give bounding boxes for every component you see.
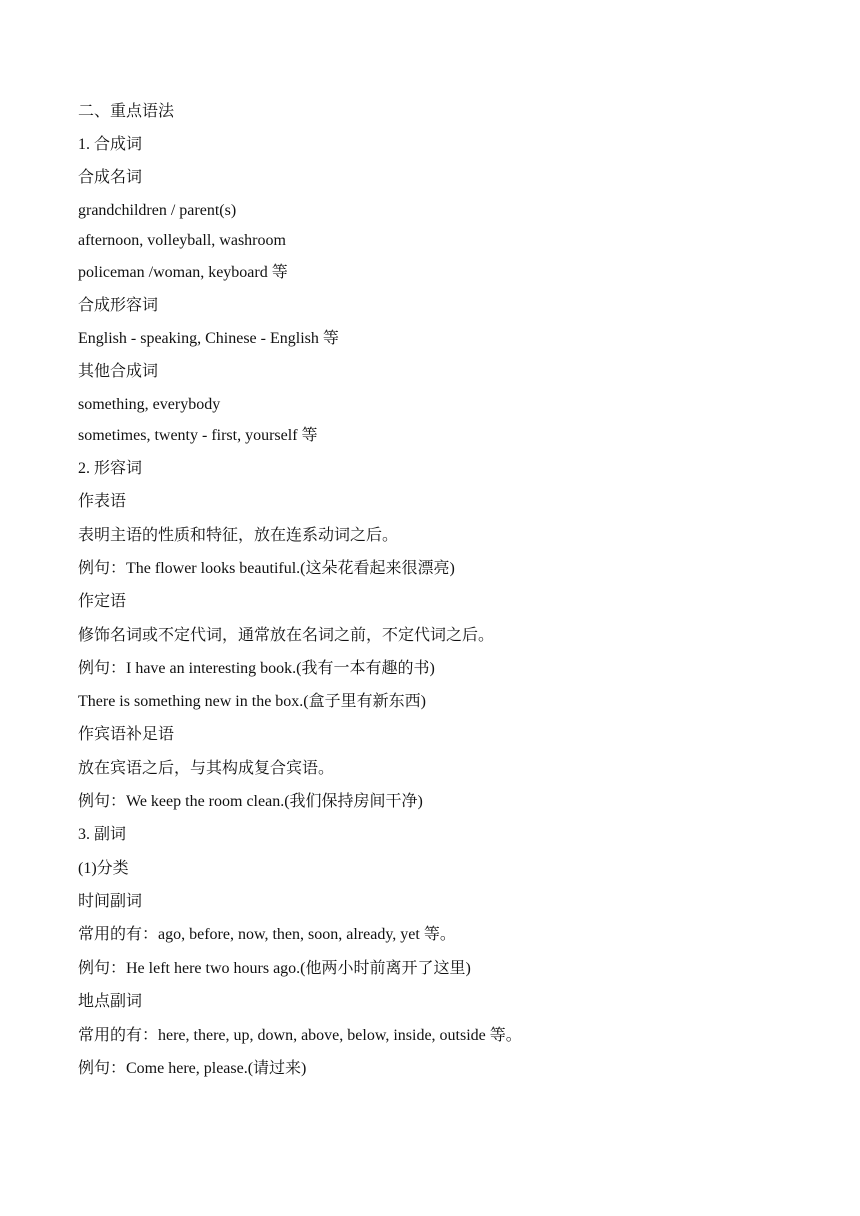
category-heading: 地点副词 xyxy=(78,993,143,1010)
example-line: 例句：The flower looks beautiful.(这朵花看起来很漂亮) xyxy=(78,560,455,577)
category-heading: 其他合成词 xyxy=(78,363,159,380)
category-heading: 作定语 xyxy=(78,593,127,610)
text-line: 修饰名词或不定代词，通常放在名词之前，不定代词之后。 xyxy=(78,627,495,644)
text-line: grandchildren / parent(s) xyxy=(78,202,237,219)
example-line: 例句：We keep the room clean.(我们保持房间干净) xyxy=(78,793,423,810)
category-heading: 合成名词 xyxy=(78,169,143,186)
text-line: sometimes, twenty - first, yourself 等 xyxy=(78,427,318,444)
document-body xyxy=(78,102,798,1079)
text-line: English - speaking, Chinese - English 等 xyxy=(78,330,339,347)
text-line: something, everybody xyxy=(78,396,221,413)
category-heading: 作表语 xyxy=(78,493,127,510)
example-line: There is something new in the box.(盒子里有新东西) xyxy=(78,693,426,710)
example-line: 例句：He left here two hours ago.(他两小时前离开了这里) xyxy=(78,960,471,977)
category-heading: 作宾语补足语 xyxy=(78,726,175,743)
category-heading: (1)分类 xyxy=(78,860,129,877)
text-line: 表明主语的性质和特征，放在连系动词之后。 xyxy=(78,527,399,544)
subsection-heading: 2. 形容词 xyxy=(78,460,143,477)
category-heading: 合成形容词 xyxy=(78,297,159,314)
section-heading: 二、重点语法 xyxy=(78,103,175,120)
text-line: afternoon, volleyball, washroom xyxy=(78,232,286,249)
example-line: 例句：Come here, please.(请过来) xyxy=(78,1060,307,1077)
text-line: 放在宾语之后，与其构成复合宾语。 xyxy=(78,760,335,777)
text-line: 常用的有：ago, before, now, then, soon, already, yet 等。 xyxy=(78,926,456,943)
text-line: 常用的有：here, there, up, down, above, below, inside, outside 等。 xyxy=(78,1027,522,1044)
subsection-heading: 3. 副词 xyxy=(78,826,127,843)
example-line: 例句：I have an interesting book.(我有一本有趣的书) xyxy=(78,660,435,677)
subsection-heading: 1. 合成词 xyxy=(78,136,143,153)
text-line: policeman /woman, keyboard 等 xyxy=(78,264,288,281)
category-heading: 时间副词 xyxy=(78,893,143,910)
